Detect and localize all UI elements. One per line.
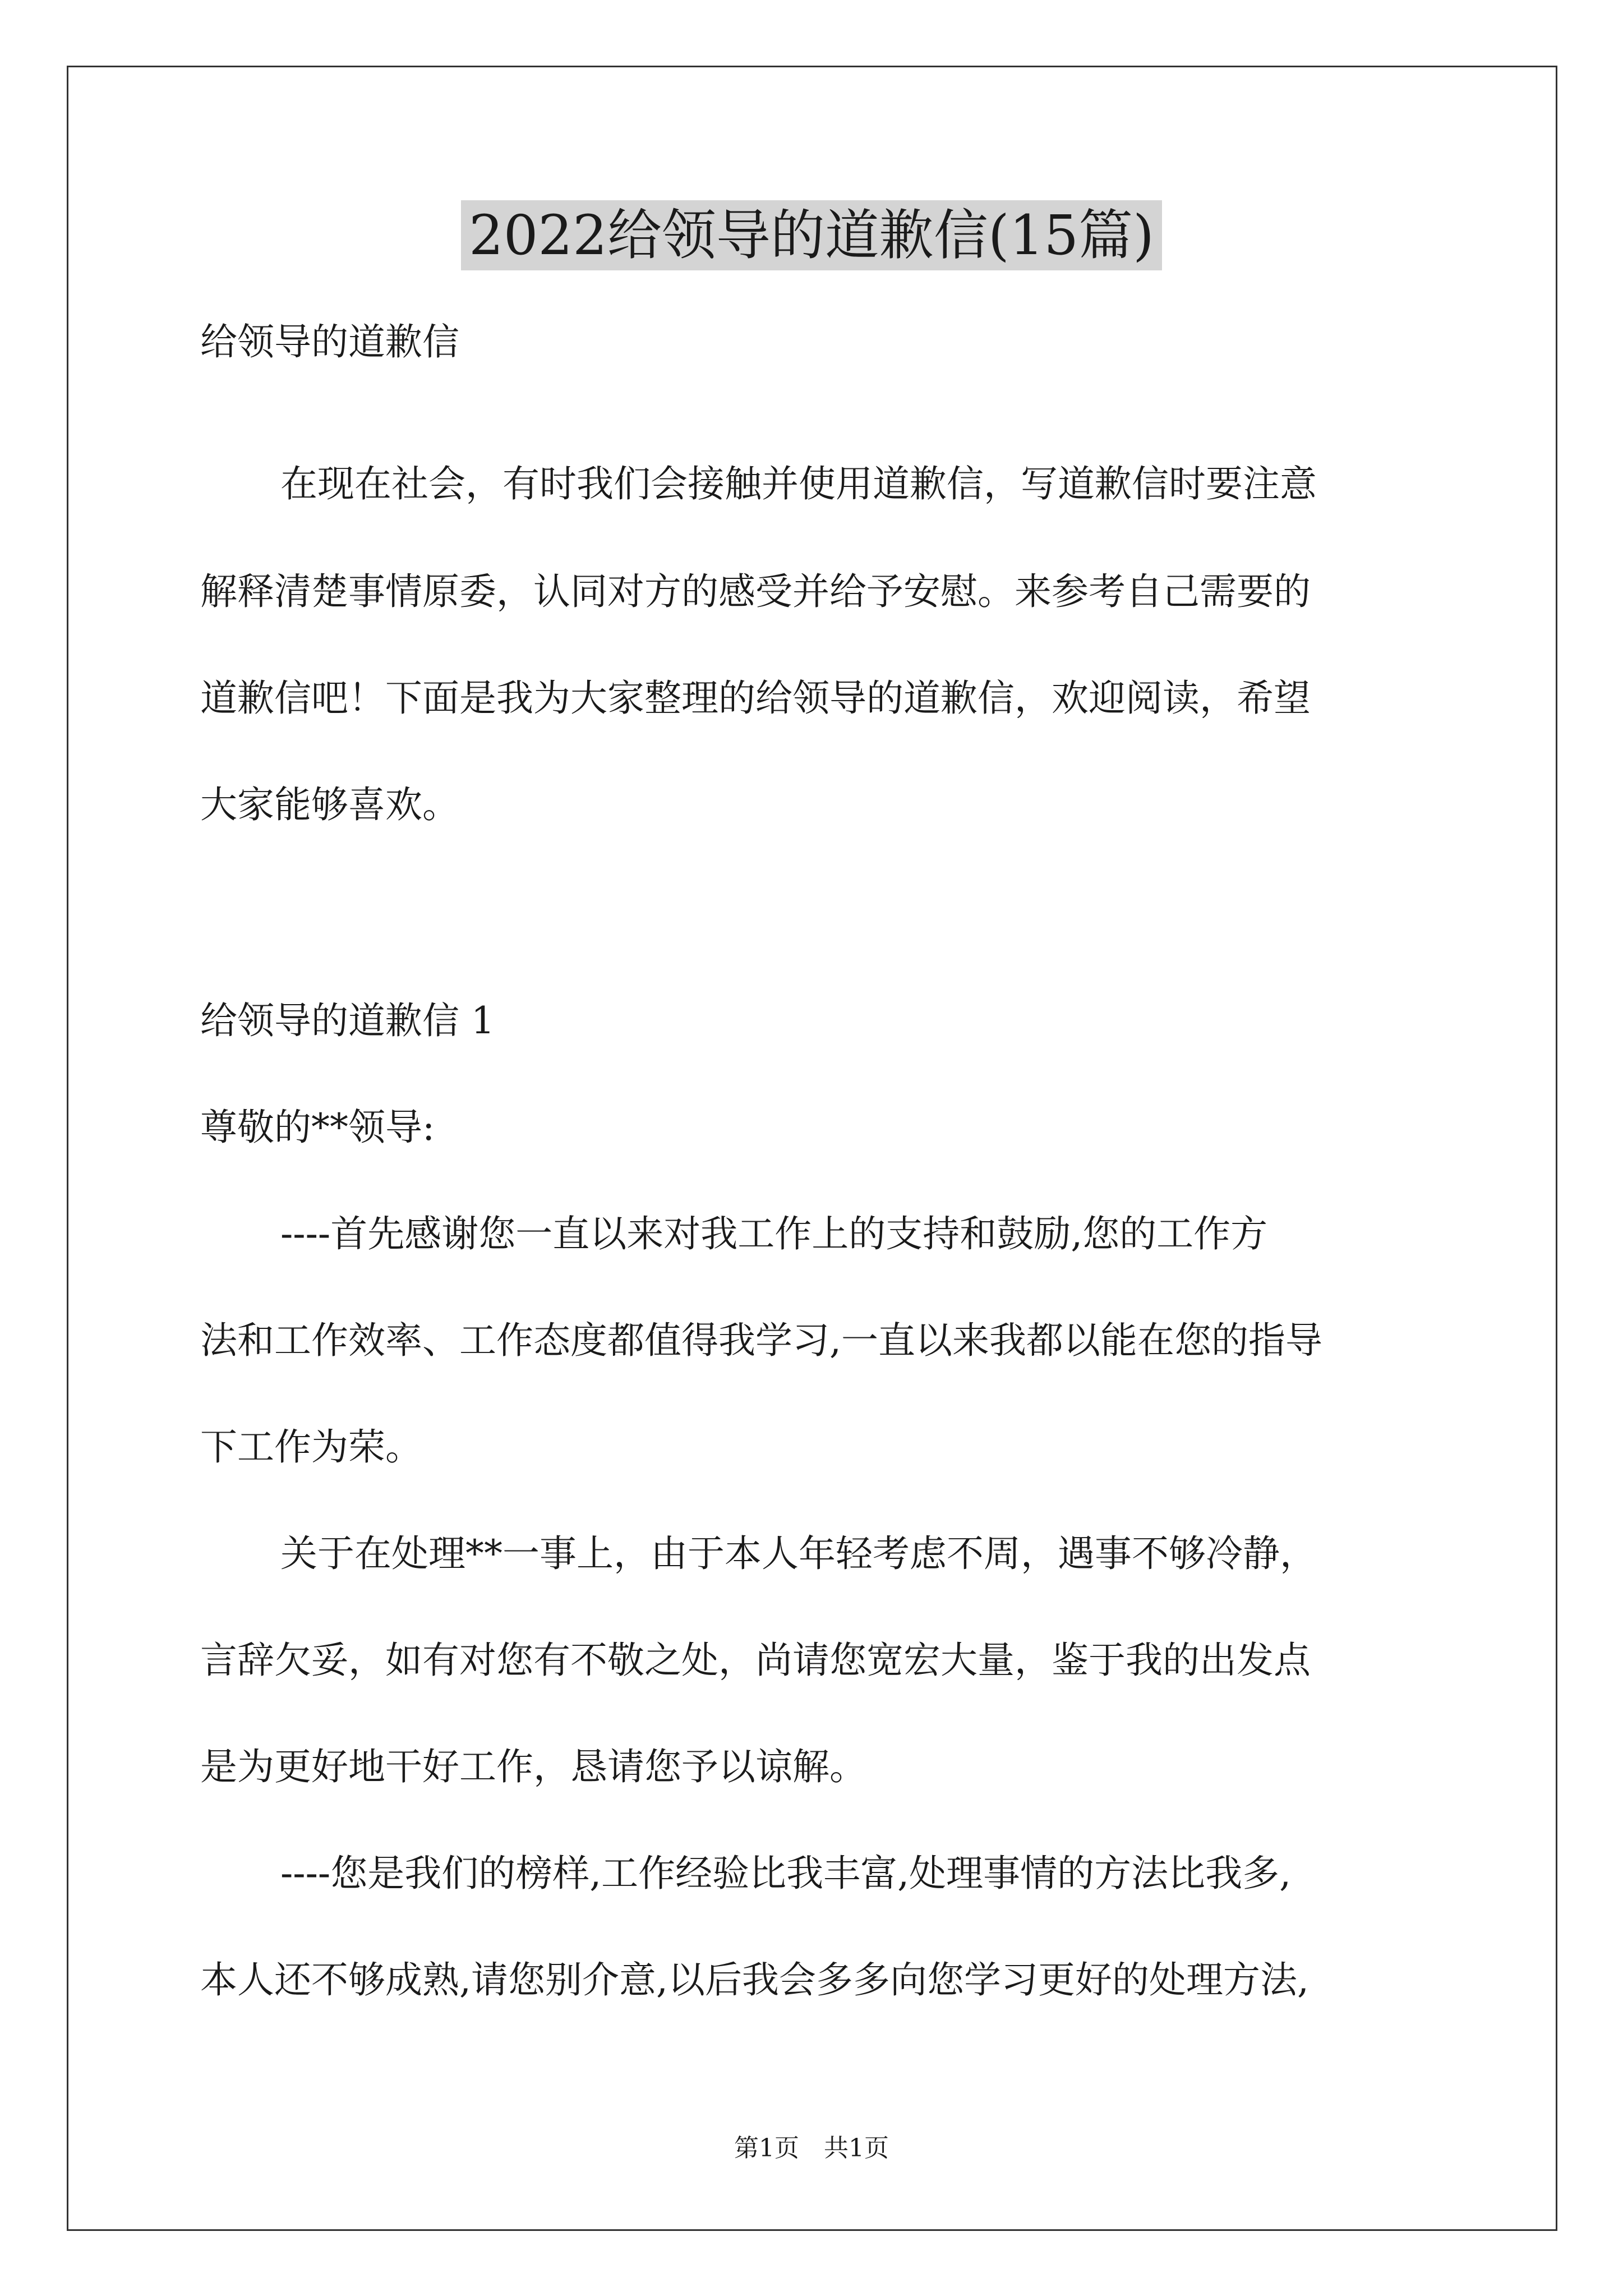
para1-line-2: 法和工作效率、工作态度都值得我学习,一直以来我都以能在您的指导 bbox=[200, 1319, 1322, 1362]
intro-line-4: 大家能够喜欢。 bbox=[200, 783, 459, 826]
para2-line-2: 言辞欠妥，如有对您有不敬之处，尚请您宽宏大量，鉴于我的出发点 bbox=[200, 1639, 1311, 1682]
section-title: 给领导的道歉信 1 bbox=[200, 999, 495, 1042]
para2-line-3: 是为更好地干好工作，恳请您予以谅解。 bbox=[200, 1745, 866, 1788]
document-title: 2022给领导的道歉信(15篇) bbox=[0, 199, 1623, 272]
page-footer: 第1页 共1页 bbox=[734, 2134, 889, 2162]
para1-line-1: ----首先感谢您一直以来对我工作上的支持和鼓励,您的工作方 bbox=[280, 1212, 1268, 1255]
para3-line-1: ----您是我们的榜样,工作经验比我丰富,处理事情的方法比我多, bbox=[280, 1852, 1292, 1895]
para1-line-3: 下工作为荣。 bbox=[200, 1425, 422, 1469]
intro-line-3: 道歉信吧！下面是我为大家整理的给领导的道歉信，欢迎阅读，希望 bbox=[200, 677, 1311, 720]
intro-line-1: 在现在社会，有时我们会接触并使用道歉信，写道歉信时要注意 bbox=[280, 462, 1317, 505]
intro-line-2: 解释清楚事情原委，认同对方的感受并给予安慰。来参考自己需要的 bbox=[200, 570, 1311, 613]
para3-line-2: 本人还不够成熟,请您别介意,以后我会多多向您学习更好的处理方法, bbox=[200, 1958, 1309, 2001]
document-heading: 给领导的道歉信 bbox=[200, 320, 459, 364]
salutation: 尊敬的**领导: bbox=[200, 1106, 435, 1149]
para2-line-1: 关于在处理**一事上，由于本人年轻考虑不周，遇事不够冷静， bbox=[280, 1532, 1317, 1575]
